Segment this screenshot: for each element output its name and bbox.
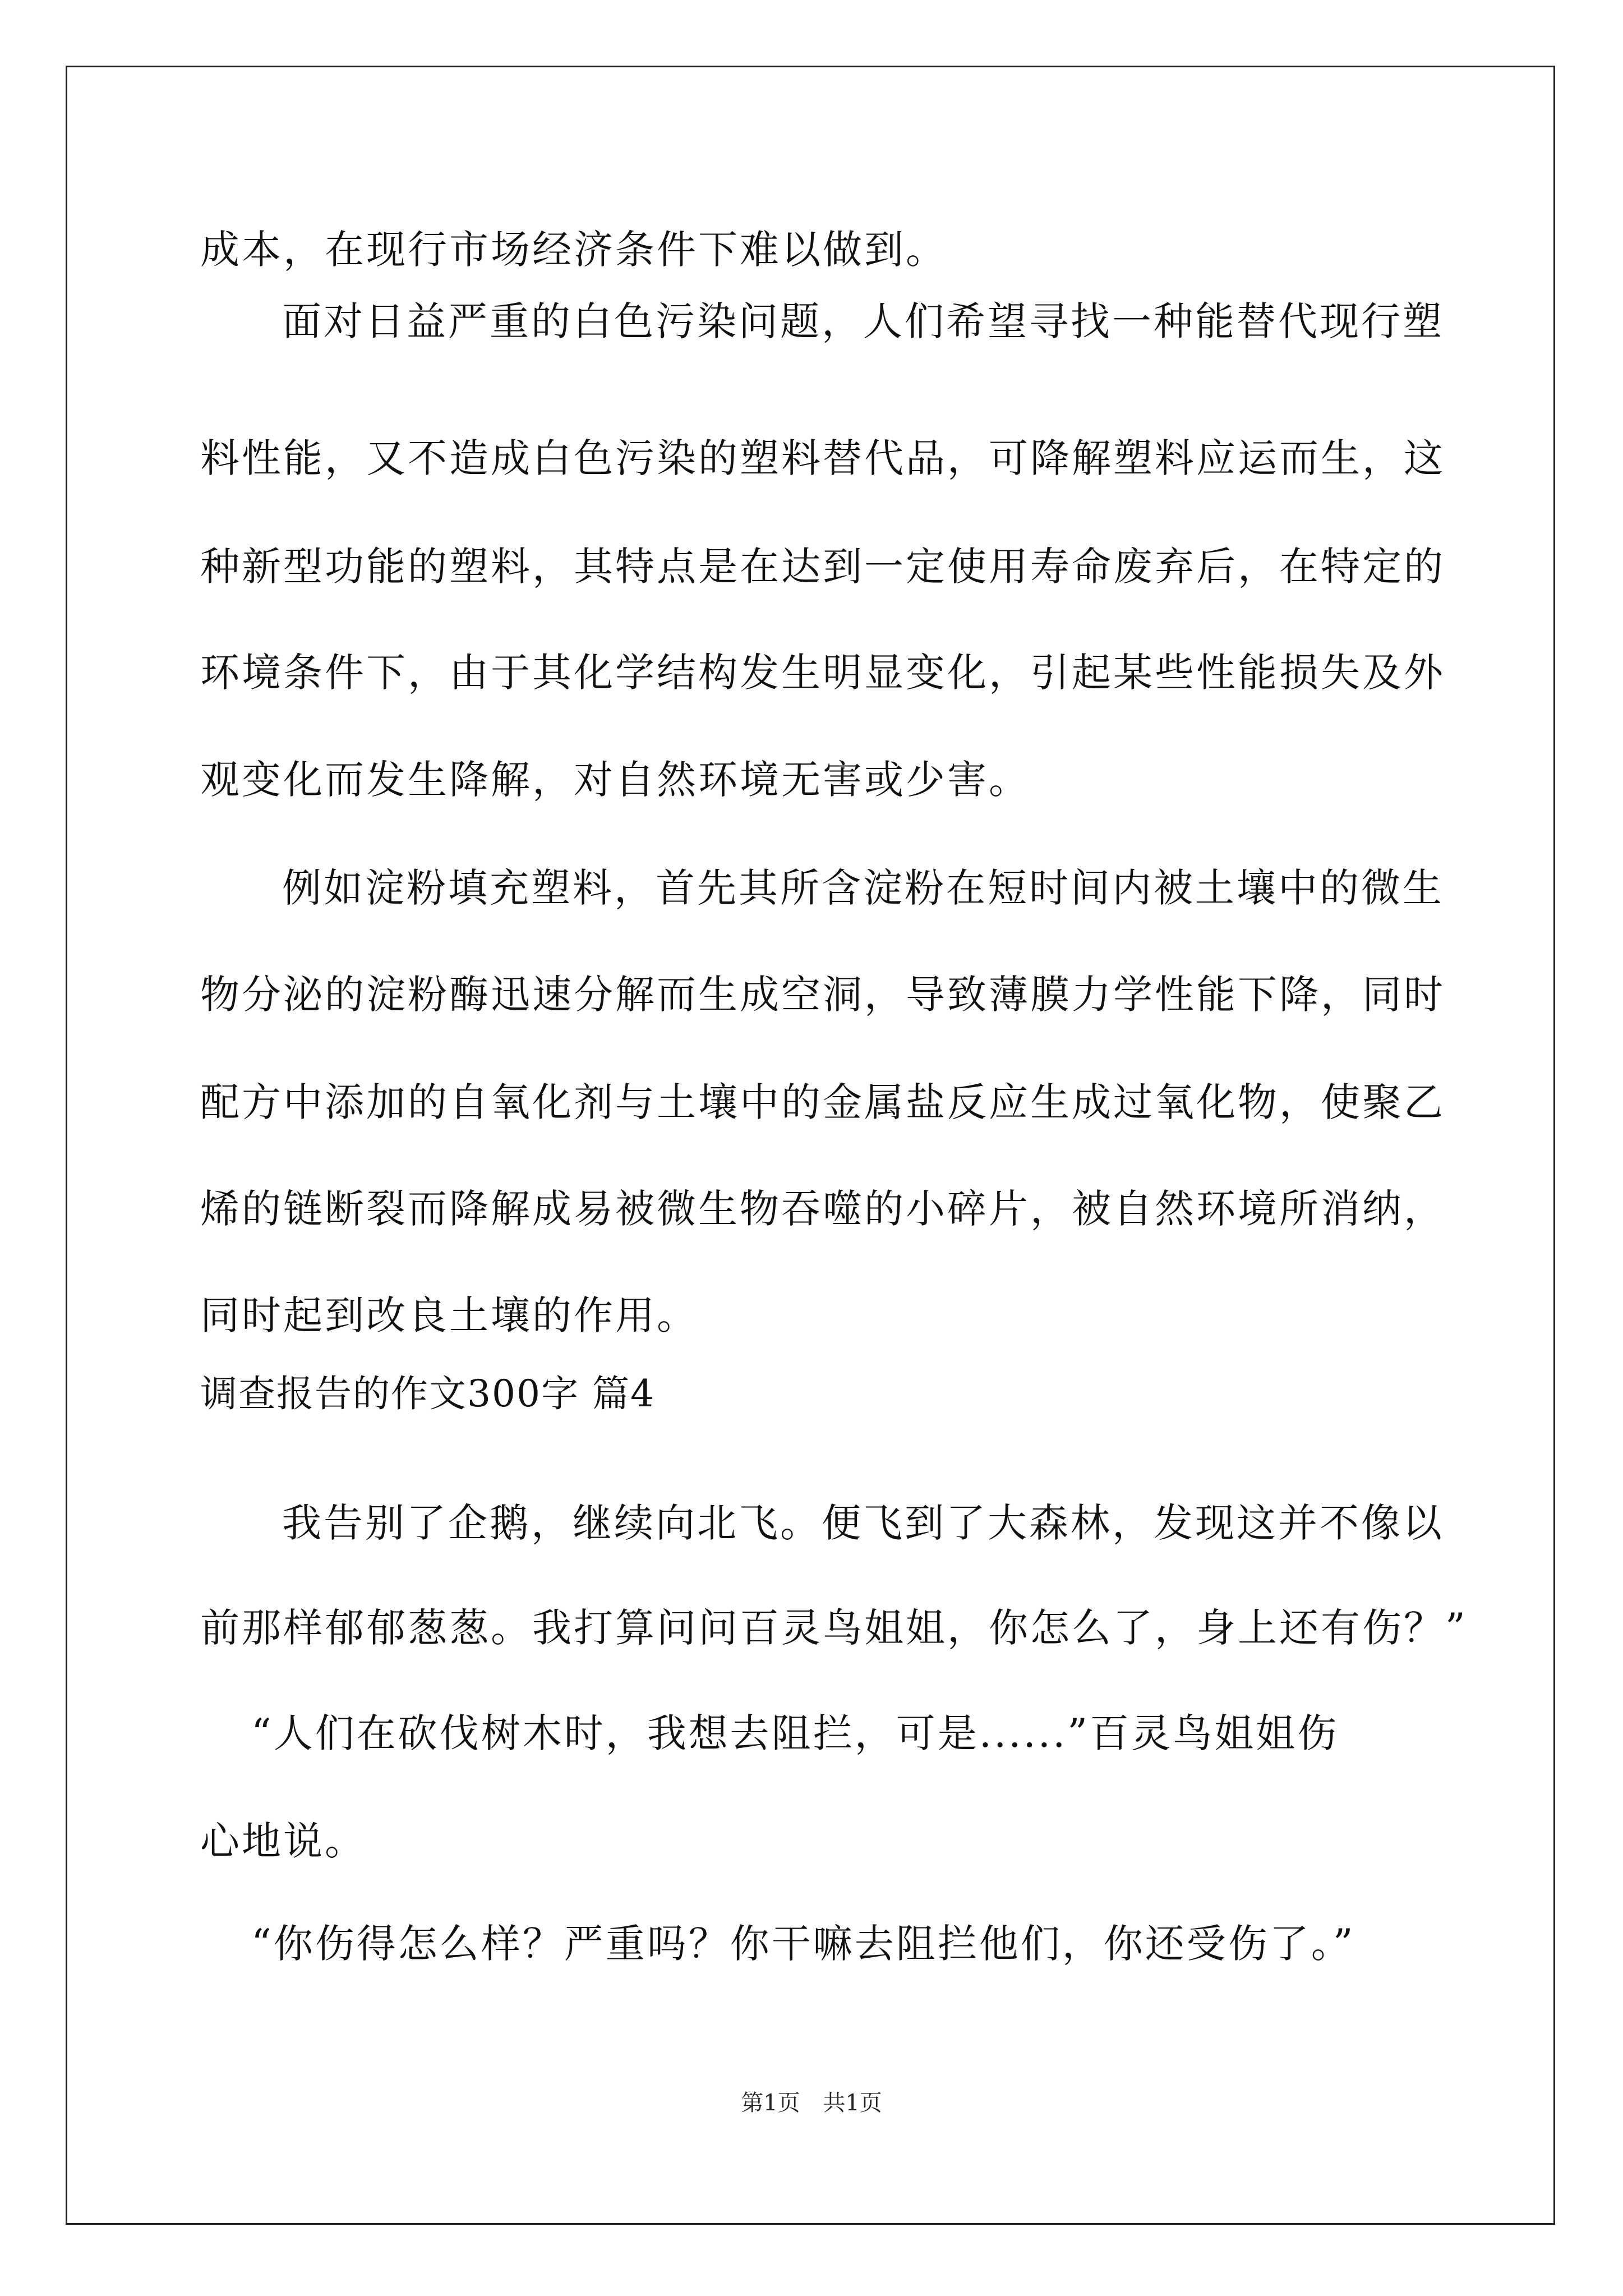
- paragraph-start-line: 面对日益严重的白色污染问题，人们希望寻找一种能替代现行塑: [282, 298, 1444, 344]
- page-total: 共1页: [823, 2090, 882, 2116]
- text-line: 物分泌的淀粉酶迅速分解而生成空洞，导致薄膜力学性能下降，同时: [200, 972, 1445, 1018]
- text-line: 种新型功能的塑料，其特点是在达到一定使用寿命废弃后，在特定的: [200, 544, 1445, 590]
- text-line: 配方中添加的自氧化剂与土壤中的金属盐反应生成过氧化物，使聚乙: [200, 1079, 1445, 1125]
- text-line: 环境条件下，由于其化学结构发生明显变化，引起某些性能损失及外: [200, 650, 1445, 696]
- paragraph-start-line: “你伤得怎么样？严重吗？你干嘛去阻拦他们，你还受伤了。”: [251, 1921, 1355, 1967]
- paragraph-start-line: “人们在砍伐树木时，我想去阻拦，可是......”百灵鸟姐姐伤: [251, 1710, 1339, 1756]
- section-heading: 调查报告的作文300字 篇4: [200, 1372, 655, 1415]
- text-line: 成本，在现行市场经济条件下难以做到。: [200, 227, 947, 273]
- text-line: 料性能，又不造成白色污染的塑料替代品，可降解塑料应运而生，这: [200, 435, 1445, 481]
- text-line: 心地说。: [200, 1818, 366, 1864]
- page-footer: [0, 2092, 1623, 2114]
- paragraph-start-line: 例如淀粉填充塑料，首先其所含淀粉在短时间内被土壤中的微生: [282, 865, 1444, 911]
- page-number: 第1页: [741, 2090, 800, 2116]
- text-line: 同时起到改良土壤的作用。: [200, 1292, 698, 1338]
- text-line: 烯的链断裂而降解成易被微生物吞噬的小碎片，被自然环境所消纳，: [200, 1186, 1445, 1232]
- text-line: 观变化而发生降解，对自然环境无害或少害。: [200, 757, 1030, 803]
- paragraph-start-line: 我告别了企鹅，继续向北飞。便飞到了大森林，发现这并不像以: [282, 1500, 1444, 1546]
- text-line: 前那样郁郁葱葱。我打算问问百灵鸟姐姐，你怎么了，身上还有伤？”: [200, 1605, 1468, 1651]
- page-border: [66, 66, 1555, 2225]
